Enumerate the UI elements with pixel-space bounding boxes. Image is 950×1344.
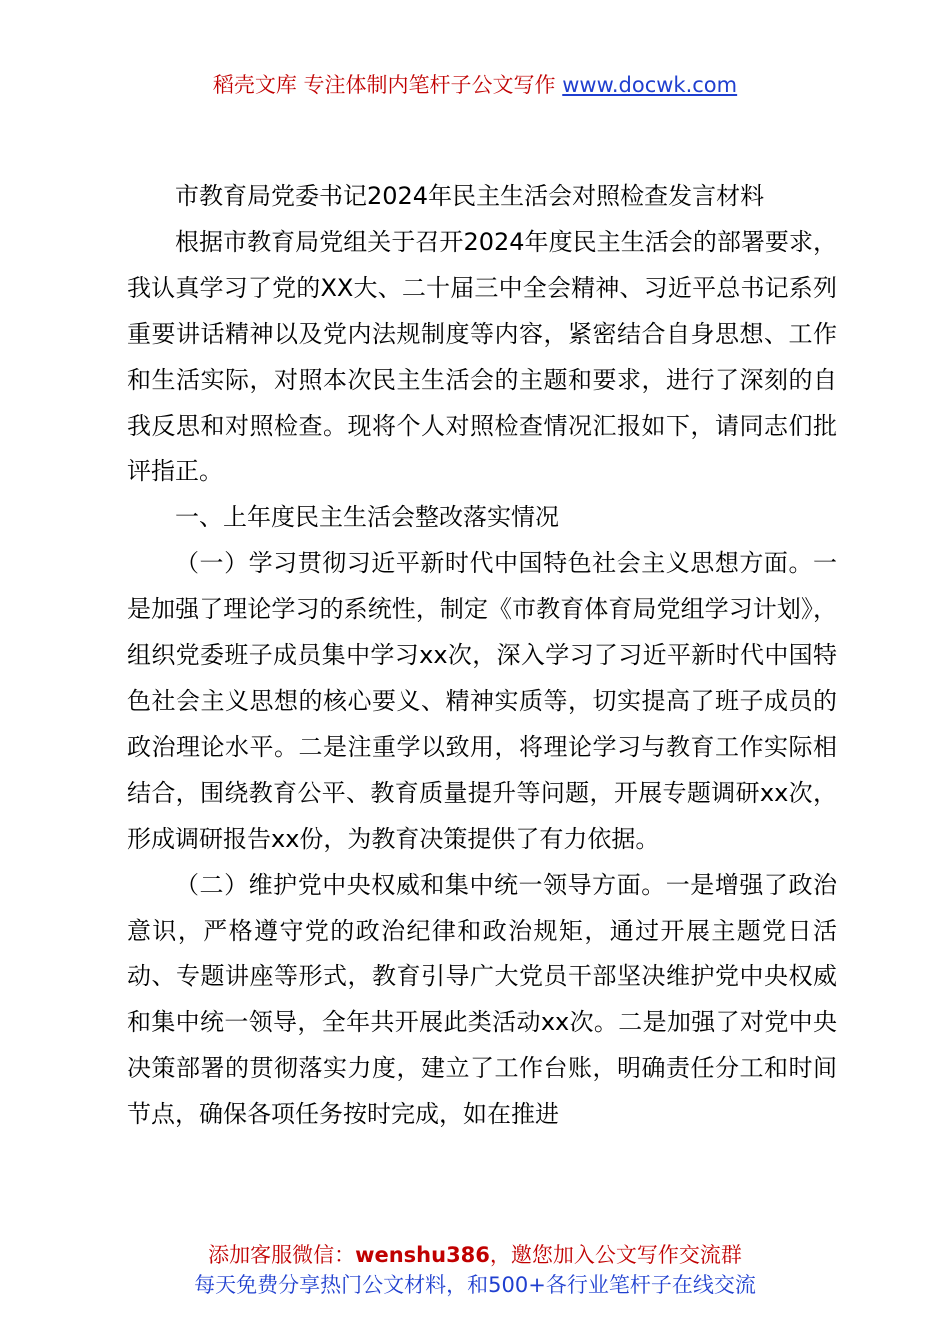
paragraph-intro: 根据市教育局党组关于召开2024年度民主生活会的部署要求，我认真学习了党的XX大、二十届三中全会精神、习近平总书记系列重要讲话精神以及党内法规制度等内容，紧密结合自身思想、工作和生活实际，对照本次民主生活会的主题和要求，进行了深刻的自我反思和对照检查。现将个人对照检查情况汇报如下，请同志们批评指正。 — [127, 227, 837, 486]
footer-prefix: 添加客服微信： — [208, 1243, 356, 1267]
paragraph-subsection-2: （二）维护党中央权威和集中统一领导方面。一是增强了政治意识，严格遵守党的政治纪律和政治规矩，通过开展主题党日活动、专题讲座等形式，教育引导广大党员干部坚决维护党中央权威和集中统一领导，全年共开展此类活动xx次。二是加强了对党中央决策部署的贯彻落实力度，建立了工作台账，明确责任分工和时间节点，确保各项任务按时完成，如在推进 — [127, 870, 837, 1129]
footer-promo-line: 每天免费分享热门公文材料，和500+各行业笔杆子在线交流 — [194, 1273, 756, 1297]
footer-suffix: ，邀您加入公文写作交流群 — [489, 1243, 742, 1267]
footer-contact-line — [0, 1240, 950, 1270]
site-link[interactable]: www.docwk.com — [562, 73, 738, 97]
page-header — [0, 70, 950, 100]
document-body — [127, 174, 837, 1138]
wechat-id: wenshu386 — [355, 1243, 490, 1267]
document-title: 市教育局党委书记2024年民主生活会对照检查发言材料 — [175, 182, 765, 210]
paragraph-subsection-1: （一）学习贯彻习近平新时代中国特色社会主义思想方面。一是加强了理论学习的系统性，制定《市教育体育局党组学习计划》，组织党委班子成员集中学习xx次，深入学习了习近平新时代中国特色社会主义思想的核心要义、精神实质等，切实提高了班子成员的政治理论水平。二是注重学以致用，将理论学习与教育工作实际相结合，围绕教育公平、教育质量提升等问题，开展专题调研xx次，形成调研报告xx份，为教育决策提供了有力依据。 — [127, 549, 837, 853]
site-brand-text: 稻壳文库 专注体制内笔杆子公文写作 — [212, 73, 556, 97]
section-heading-1: 一、上年度民主生活会整改落实情况 — [175, 503, 559, 532]
